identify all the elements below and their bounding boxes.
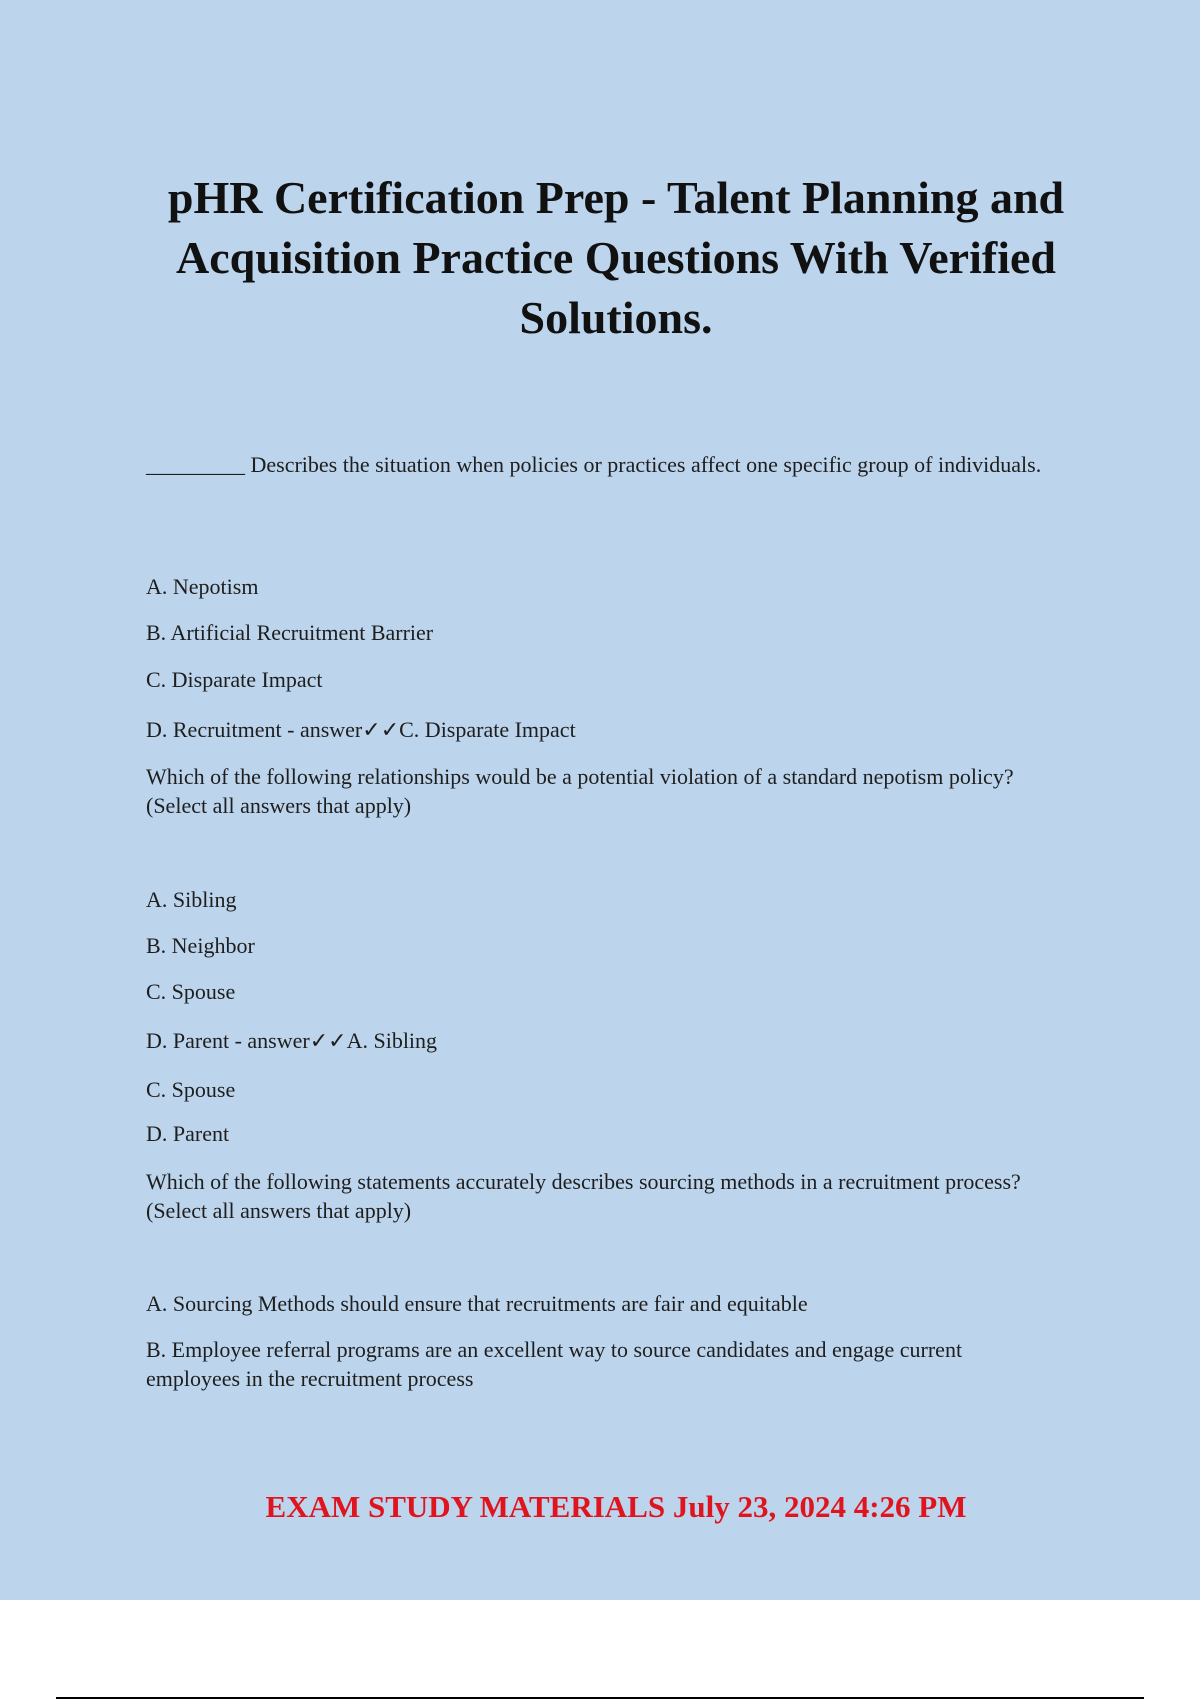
question-1-option-c: C. Disparate Impact (146, 667, 323, 692)
question-3-option-a: A. Sourcing Methods should ensure that recruitments are fair and equitable (146, 1291, 808, 1316)
question-2-answer-d: D. Parent (146, 1121, 230, 1146)
question-2-option-a: A. Sibling (146, 887, 237, 912)
question-2-answer-c: C. Spouse (146, 1077, 236, 1102)
question-3-prompt: Which of the following statements accurately describes sourcing methods in a recruitment process? (Select all answers that apply) (146, 1169, 1021, 1223)
document-title: pHR Certification Prep - Talent Planning and Acquisition Practice Questions With Verified Solutions. (167, 172, 1065, 343)
question-1-option-d-answer: D. Recruitment - answer✓✓C. Disparate Impact (146, 717, 576, 742)
question-3-option-b: B. Employee referral programs are an excellent way to source candidates and engage current employees in the recruitment process (146, 1337, 963, 1391)
exam-study-materials-stamp: EXAM STUDY MATERIALS July 23, 2024 4:26 PM (265, 1489, 967, 1524)
question-1-option-b: B. Artificial Recruitment Barrier (146, 620, 434, 645)
question-2-option-b: B. Neighbor (146, 933, 255, 958)
question-2-option-d-answer: D. Parent - answer✓✓A. Sibling (146, 1028, 438, 1053)
question-1-option-a: A. Nepotism (146, 574, 259, 599)
page-divider-line (56, 1697, 1144, 1699)
question-1-prompt: _________ Describes the situation when policies or practices affect one specific group of individuals. (146, 452, 1042, 477)
question-2-prompt: Which of the following relationships would be a potential violation of a standard nepotism policy? (Select all answers that apply) (146, 764, 1014, 818)
question-2-option-c: C. Spouse (146, 979, 236, 1004)
